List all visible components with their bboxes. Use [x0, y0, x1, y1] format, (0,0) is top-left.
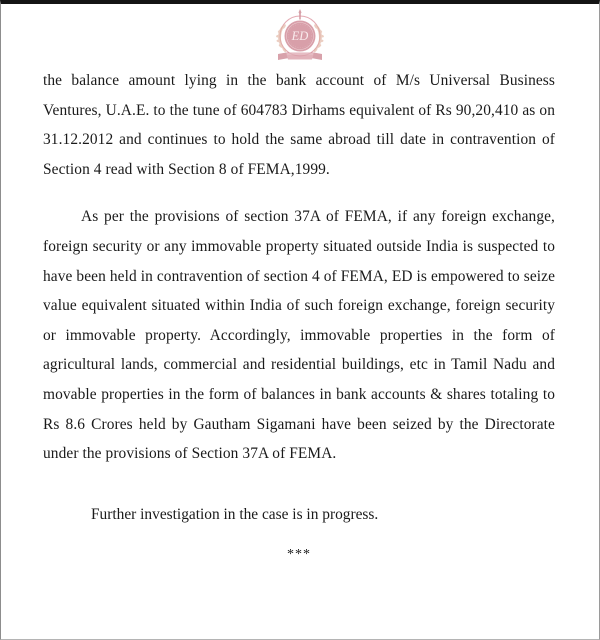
closing-line: Further investigation in the case is in progress. — [91, 506, 379, 524]
closing-spacer — [43, 469, 555, 485]
emblem-container — [1, 4, 599, 66]
end-marker: *** — [287, 547, 311, 563]
paragraph-1: the balance amount lying in the bank account of M/s Universal Business Ventures, U.A.E. to the tune of 604783 Dirhams equivalent of Rs 90,20,410 as on 31.12.2012 and continues to hold the same abroad till date in contravention of Section 4 read with Section 8 of FEMA,1999. — [43, 72, 555, 178]
ed-enforcement-directorate-seal-icon — [269, 8, 331, 64]
paragraph-spacer — [43, 184, 555, 202]
document-body — [1, 66, 599, 565]
svg-text:ED: ED — [291, 29, 309, 43]
paragraph-2: As per the provisions of section 37A of FEMA, if any foreign exchange, foreign security or any immovable property situated outside India is suspected to have been held in contravention of section 4 of FEMA, ED is empowered to seize value equivalent situated within India of such foreign exchange, foreign security or immovable property. Accordingly, immovable properties in the form of agricultural lands, commercial and residential buildings, etc in Tamil Nadu and movable properties in the form of balances in bank accounts & shares totaling to Rs 8.6 Crores held by Gautham Sigamani have been seized by the Directorate under the provisions of Section 37A of FEMA. — [43, 208, 555, 463]
